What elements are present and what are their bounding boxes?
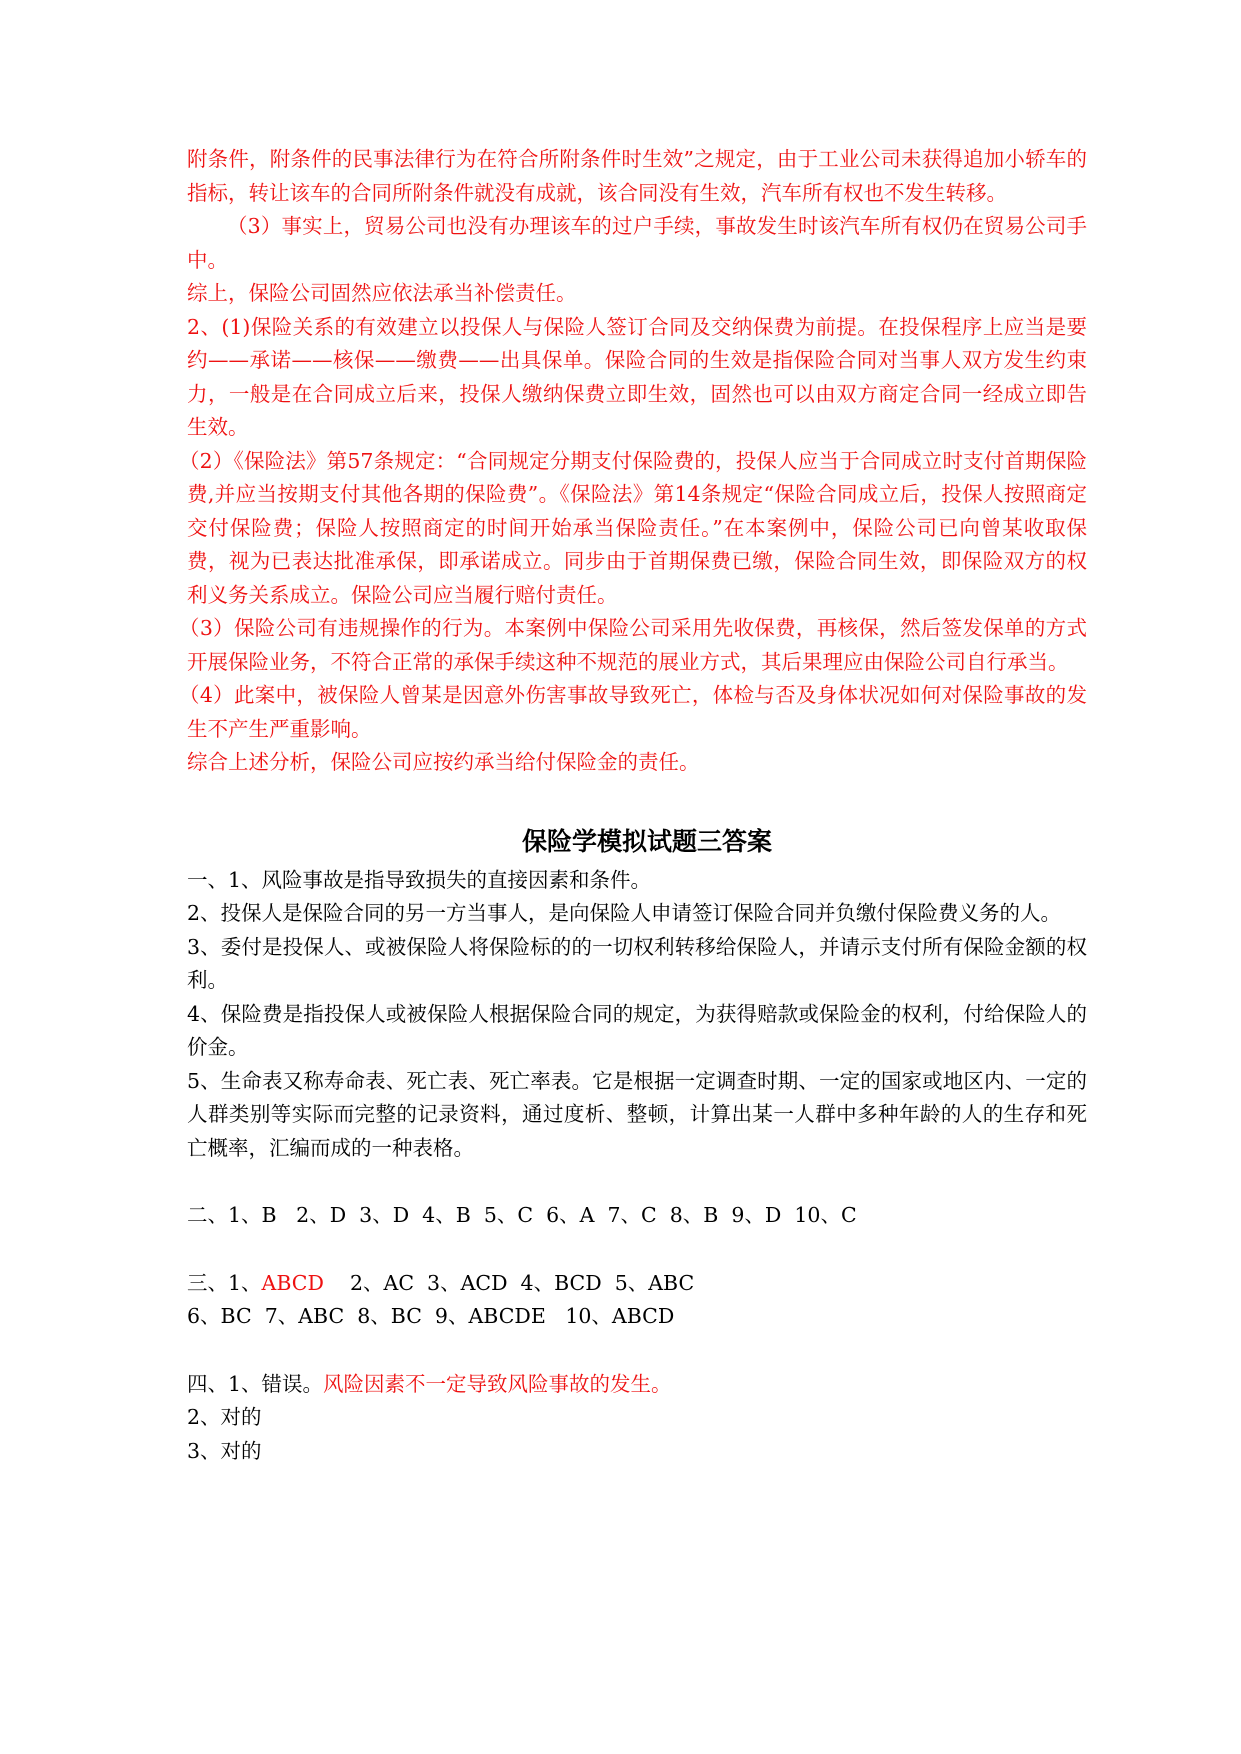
answer-highlight: 风险因素不一定导致风险事故的发生。 [323,1371,672,1396]
answer-item: 5、生命表又称寿命表、死亡表、死亡率表。它是根据一定调查时期、一定的国家或地区内、一定的人群类别等实际而完整的记录资料，通过度析、整顿，计算出某一人群中多种年龄的人的生存和死亡概率，汇编而成的一种表格。 [187,1068,1087,1160]
answer-item: 3、委付是投保人、或被保险人将保险标的的一切权利转移给保险人，并请示支付所有保险金额的权利。 [187,934,1087,992]
answer-item: 一、1、风险事故是指导致损失的直接因素和条件。 [187,867,652,892]
answer-item: 2、投保人是保险合同的另一方当事人，是向保险人申请签订保险合同并负缴付保险费义务的人。 [187,901,1062,925]
paragraph: 综上，保险公司固然应依法承当补偿责任。 [187,281,577,305]
part-four-true-false [187,1368,1087,1402]
paragraph: （4）此案中，被保险人曾某是因意外伤害事故导致死亡，体检与否及身体状况如何对保险事故的发生不产生严重影响。 [179,683,1087,741]
answer-item: 3、对的 [187,1438,262,1463]
answer-item: 4、保险费是指投保人或被保险人根据保险合同的规定，为获得赔款或保险金的权利，付给保险人的价金。 [187,1001,1087,1059]
spacer [187,1334,1087,1368]
answer-prefix: 三、1、 [187,1270,262,1295]
answer-item: 2、对的 [187,1405,262,1429]
part-two-single-choice: 二、1、B 2、D 3、D 4、B 5、C 6、A 7、C 8、B 9、D 10、C [187,1203,857,1227]
part-three-multiple-choice-line2: 6、BC 7、ABC 8、BC 9、ABCDE 10、ABCD [187,1304,675,1328]
page-title: 保险学模拟试题三答案 [521,826,772,856]
document-page [179,143,1087,1468]
answer-rest: 2、AC 3、ACD 4、BCD 5、ABC [323,1270,695,1295]
answer-prefix: 四、1、错误。 [187,1371,324,1396]
spacer [187,1233,1087,1267]
spacer [187,1165,1087,1199]
paragraph: （2）《保险法》第57条规定：“合同规定分期支付保险费的，投保人应当于合同成立时支付首期保险费,并应当按期支付其他各期的保险费”。《保险法》第14条规定“保险合同成立后，投保人按照商定交付保险费；保险人按照商定的时间开始承当保险责任。”在本案例中，保险公司已向曾某收取保费，视为已表达批准承保，即承诺成立。同步由于首期保费已缴，保险合同生效，即保险双方的权利义务关系成立。保险公司应当履行赔付责任。 [179,448,1087,607]
paragraph: 附条件，附条件的民事法律行为在符合所附条件时生效”之规定，由于工业公司未获得追加小轿车的指标，转让该车的合同所附条件就没有成就，该合同没有生效，汽车所有权也不发生转移。 [187,147,1087,205]
part-three-multiple-choice [187,1267,1087,1301]
spacer [187,780,1087,820]
paragraph: 2、(1)保险关系的有效建立以投保人与保险人签订合同及交纳保费为前提。在投保程序上应当是要约——承诺——核保——缴费——出具保单。保险合同的生效是指保险合同对当事人双方发生约束力，一般是在合同成立后来，投保人缴纳保费立即生效，固然也可以由双方商定合同一经成立即告生效。 [187,314,1087,439]
part-one-definitions [187,864,1087,1166]
paragraph: （3）保险公司有违规操作的行为。本案例中保险公司采用先收保费，再核保，然后签发保单的方式开展保险业务，不符合正常的承保手续这种不规范的展业方式，其后果理应由保险公司自行承当。 [179,616,1087,674]
paragraph: （3）事实上，贸易公司也没有办理该车的过户手续，事故发生时该汽车所有权仍在贸易公司手中。 [187,214,1087,272]
paragraph: 综合上述分析，保险公司应按约承当给付保险金的责任。 [187,750,700,774]
previous-section-answers [179,143,1087,780]
answer-highlight: ABCD [261,1270,324,1295]
